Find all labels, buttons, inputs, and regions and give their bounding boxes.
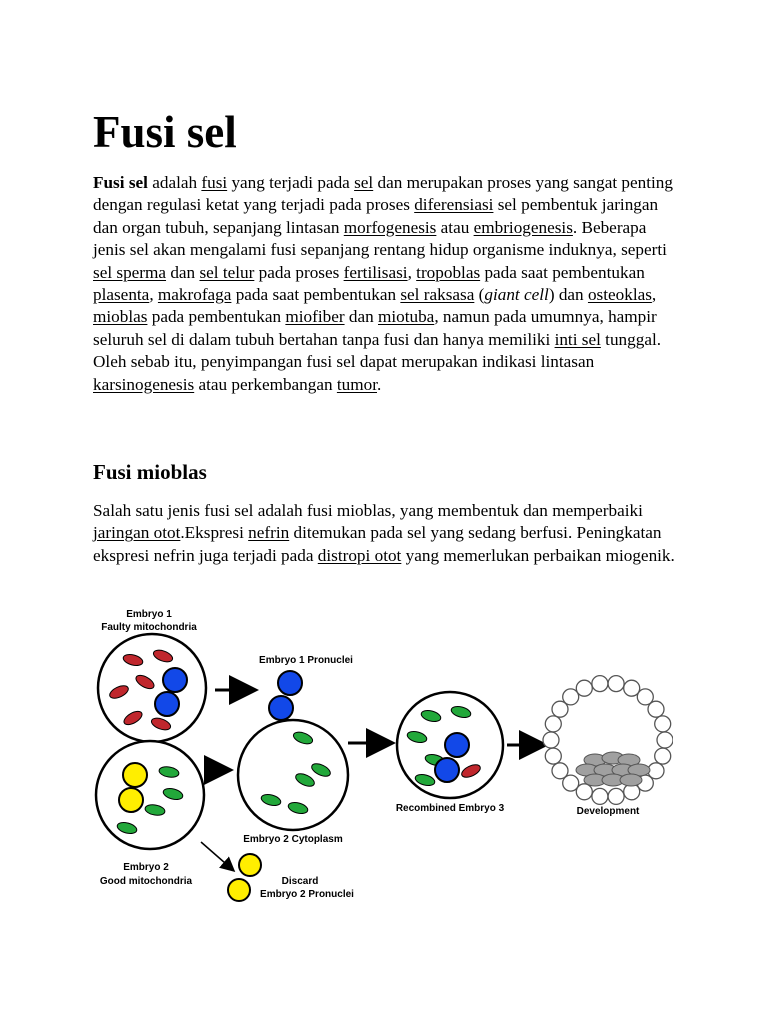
link-tumor[interactable]: tumor [336,374,377,394]
link-sel-raksasa[interactable]: sel raksasa [400,285,475,305]
italic-term: giant cell [484,285,549,305]
section-heading: Fusi mioblas [93,460,207,484]
link-tropoblas[interactable]: tropoblas [416,262,481,282]
recombined-embryo-label: Recombined Embryo 3 [395,803,505,814]
link-diferensiasi[interactable]: diferensiasi [414,195,494,215]
pronucleus-yellow [119,788,143,812]
link-embriogenesis[interactable]: embriogenesis [473,217,573,237]
pronucleus-blue [163,668,187,692]
text: .Ekspresi [180,523,249,543]
text: ) dan [548,285,588,305]
pronucleus-blue [155,692,179,716]
text: , [651,285,657,305]
text: , [407,262,417,282]
text: yang memerlukan perbaikan miogenik. [401,545,675,565]
text: ( [474,285,485,305]
blastocyst-development [543,676,673,805]
link-nefrin[interactable]: nefrin [248,523,290,543]
text: yang terjadi pada [227,173,355,192]
link-sel-sperma[interactable]: sel sperma [93,262,167,282]
text: ditemukan pada sel yang sedang berfusi. Peningkatan ekspresi nefrin juga terjadi pada [93,523,662,565]
trophoblast-cell [657,732,673,748]
embryo2-pronuclei-label: Embryo 2 Pronuclei [260,889,354,900]
pronucleus-yellow [228,879,250,901]
text: , namun pada umumnya, hampir seluruh sel di dalam tubuh bertahan tanpa fusi dan hanya memiliki [93,307,657,349]
embryo1-cell [98,634,206,742]
link-jaringan-otot[interactable]: jaringan otot [93,523,181,543]
trophoblast-cell [576,680,592,696]
recombined-embryo-cell [397,692,503,798]
embryo1-subtitle-label: Faulty mitochondria [101,622,197,633]
trophoblast-cell [608,788,624,804]
text: atau [436,217,474,237]
embryo2-subtitle-label: Good mitochondria [99,876,193,887]
embryo2-cell [96,741,204,849]
section-paragraph [93,500,683,567]
trophoblast-cell [592,676,608,692]
trophoblast-cell [655,748,671,764]
link-plasenta[interactable]: plasenta [93,285,150,305]
text: atau perkembangan [194,374,337,394]
text: dan [344,307,378,327]
link-sel[interactable]: sel [354,173,374,192]
pronucleus-blue [445,733,469,757]
pronucleus-yellow [123,763,147,787]
trophoblast-cell [552,763,568,779]
embryo1-title-label: Embryo 1 [126,609,172,620]
page-title: Fusi sel [93,107,237,157]
text: . Beberapa jenis sel akan mengalami fusi sepanjang rentang hidup organisme induknya, seperti [93,217,667,260]
embryo1-pronuclei-label: Embryo 1 Pronuclei [259,655,353,666]
trophoblast-cell [543,732,559,748]
embryo2-cytoplasm-cell [238,720,348,830]
pronucleus-blue [278,671,302,695]
link-fertilisasi[interactable]: fertilisasi [343,262,408,282]
arrow-icon [201,842,233,870]
mitochondria-transfer-diagram [93,600,673,910]
trophoblast-cell [655,716,671,732]
text: Salah satu jenis fusi sel adalah fusi mioblas, yang membentuk dan memperbaiki [93,501,643,520]
trophoblast-cell [648,701,664,717]
term-bold: Fusi sel [93,173,148,192]
text: dan [166,262,200,282]
text: pada saat pembentukan [480,262,645,282]
link-karsinogenesis[interactable]: karsinogenesis [93,374,195,394]
trophoblast-cell [592,788,608,804]
link-sel-telur[interactable]: sel telur [199,262,255,282]
link-fusi[interactable]: fusi [201,173,228,192]
development-label: Development [576,806,640,817]
text: pada proses [254,262,344,282]
link-morfogenesis[interactable]: morfogenesis [343,217,437,237]
link-inti-sel[interactable]: inti sel [554,329,601,349]
link-miofiber[interactable]: miofiber [285,307,345,327]
text: . [377,374,382,394]
text: adalah [147,173,202,192]
text: sel pembentuk jaringan dan organ tubuh, sepanjang lintasan [93,195,659,237]
text: tunggal. Oleh sebab itu, penyimpangan fusi sel dapat merupakan indikasi lintasan [93,329,662,372]
intro-paragraph [93,172,683,396]
text: pada saat pembentukan [231,285,401,305]
embryo2-title-label: Embryo 2 [123,862,169,873]
embryo2-cytoplasm-label: Embryo 2 Cytoplasm [243,834,343,845]
trophoblast-cell [545,716,561,732]
link-miotuba[interactable]: miotuba [377,307,435,327]
pronucleus-blue [269,696,293,720]
discard-label: Discard [281,876,319,887]
text: , [149,285,158,305]
pronucleus-blue [435,758,459,782]
link-osteoklas[interactable]: osteoklas [587,285,652,305]
link-mioblas[interactable]: mioblas [93,307,148,327]
trophoblast-cell [608,676,624,692]
link-distropi-otot[interactable]: distropi otot [317,545,402,565]
trophoblast-cell [545,748,561,764]
text: pada pembentukan [147,307,286,327]
pronucleus-yellow [239,854,261,876]
text: dan merupakan proses yang sangat penting dengan regulasi ketat yang terjadi pada proses [93,173,673,215]
link-makrofaga[interactable]: makrofaga [157,285,232,305]
